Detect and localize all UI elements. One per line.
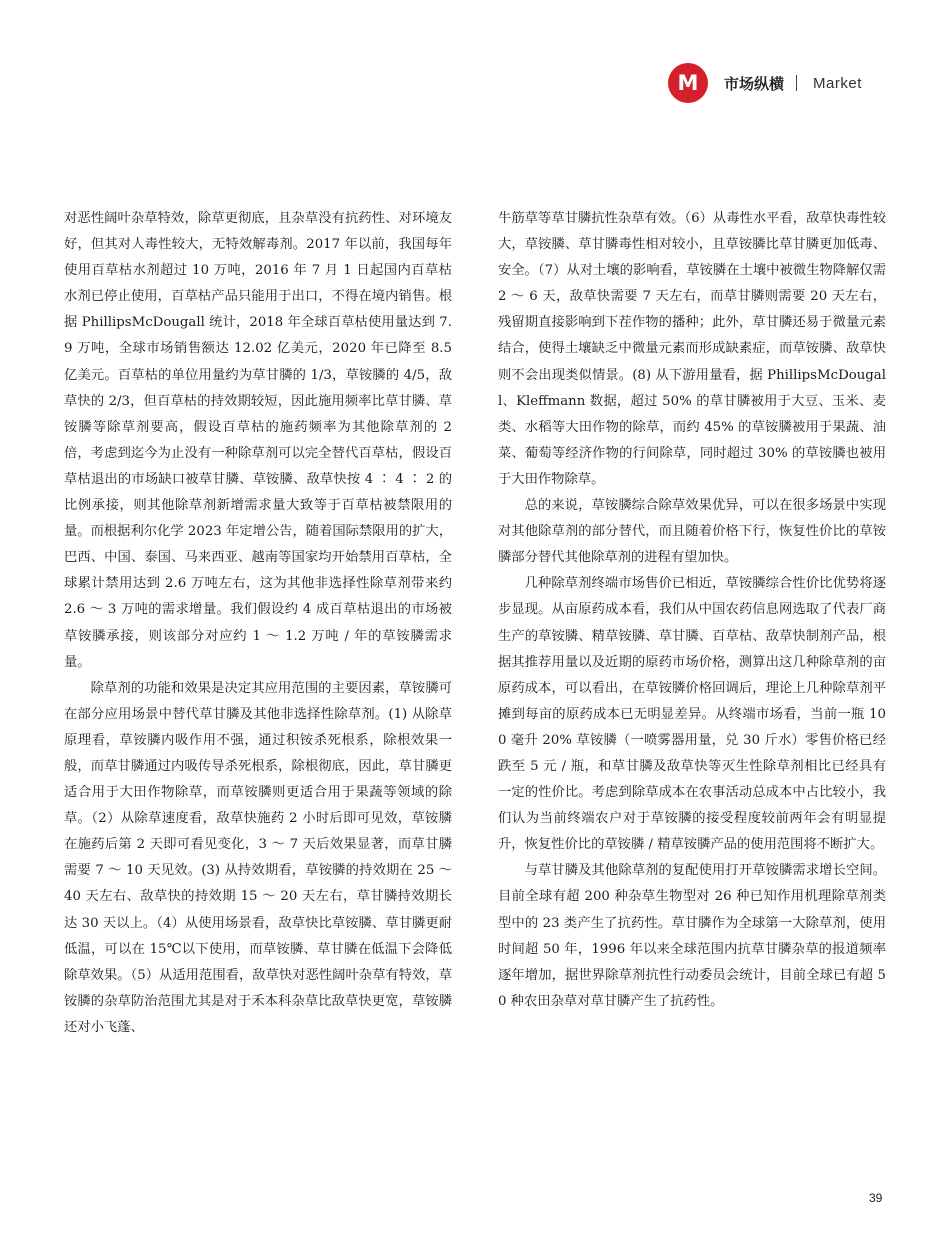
paragraph: 除草剂的功能和效果是决定其应用范围的主要因素，草铵膦可在部分应用场景中替代草甘膦及其他非选择性除草剂。(1) 从除草原理看，草铵膦内吸作用不强，通过积铵杀死根系，除根效果一般，而草甘膦通过内吸传导杀死根系，除根彻底，因此，草甘膦更适合用于大田作物除草，而草铵膦则更适合用于果蔬等领域的除草。（2）从除草速度看，敌草快施药 2 小时后即可见效，草铵膦在施药后第 2 天即可看见变化，3 ～ 7 天后效果显著，而草甘膦需要 7 ～ 10 天见效。(3) 从持效期看，草铵膦的持效期在 25 ～ 40 天左右、敌草快的持效期 15 ～ 20 天左右，草甘膦持效期长达 30 天以上。（4）从使用场景看，敌草快比草铵膦、草甘膦更耐低温，可以在 15℃以下使用，而草铵膦、草甘膦在低温下会降低除草效果。（5）从适用范围看，敌草快对恶性阔叶杂草有特效，草铵膦的杂草防治范围尤其是对于禾本科杂草比敌草快更宽，草铵膦还对小飞蓬、	[64, 680, 452, 1035]
section-header	[668, 63, 862, 103]
paragraph-continued: 牛筋草等草甘膦抗性杂草有效。（6）从毒性水平看，敌草快毒性较大，草铵膦、草甘膦毒性相对较小，且草铵膦比草甘膦更加低毒、安全。（7）从对土壤的影响看，草铵膦在土壤中被微生物降解仅需 2 ～ 6 天，敌草快需要 7 天左右，而草甘膦则需要 20 天左右，残留期直接影响到下茬作物的播种；此外，草甘膦还易于微量元素结合，使得土壤缺乏中微量元素而形成缺素症，而草铵膦、敌草快则不会出现类似情景。(8) 从下游用量看，据 PhillipsMcDougall、Kleffmann 数据，超过 50% 的草甘膦被用于大豆、玉米、麦类、水稻等大田作物的除草，而约 45% 的草铵膦被用于果蔬、油菜、葡萄等经济作物的行间除草，同时超过 30% 的草铵膦也被用于大田作物除草。	[498, 211, 886, 487]
right-column	[498, 206, 886, 1015]
paragraph: 总的来说，草铵膦综合除草效果优异，可以在很多场景中实现对其他除草剂的部分替代，而且随着价格下行，恢复性价比的草铵膦部分替代其他除草剂的进程有望加快。	[498, 498, 886, 566]
section-title-en: Market	[813, 74, 862, 92]
paragraph-continued: 对恶性阔叶杂草特效，除草更彻底，且杂草没有抗药性、对环境友好，但其对人毒性较大，无特效解毒剂。2017 年以前，我国每年使用百草枯水剂超过 10 万吨，2016 年 7 月 1 日起国内百草枯水剂已停止使用，百草枯产品只能用于出口，不得在境内销售。根据 PhillipsMcDougall 统计，2018 年全球百草枯使用量达到 7.9 万吨，全球市场销售额达 12.02 亿美元，2020 年已降至 8.5 亿美元。百草枯的单位用量约为草甘膦的 1/3，草铵膦的 4/5，敌草快的 2/3，但百草枯的持效期较短，因此施用频率比草甘膦、草铵膦等除草剂要高，假设百草枯的施药频率为其他除草剂的 2 倍，考虑到迄今为止没有一种除草剂可以完全替代百草枯，假设百草枯退出的市场缺口被草甘膦、草铵膦、敌草快按 4 ∶ 4 ∶ 2 的比例承接，则其他除草剂新增需求量大致等于百草枯被禁限用的量。而根据利尔化学 2023 年定增公告，随着国际禁限用的扩大，巴西、中国、泰国、马来西亚、越南等国家均开始禁用百草枯，全球累计禁用达到 2.6 万吨左右，这为其他非选择性除草剂带来约 2.6 ～ 3 万吨的需求增量。我们假设约 4 成百草枯退出的市场被草铵膦承接，则该部分对应约 1 ～ 1.2 万吨 / 年的草铵膦需求量。	[64, 211, 453, 670]
section-title-cn: 市场纵横	[724, 74, 785, 93]
page-number: 39	[869, 1191, 883, 1205]
left-column	[64, 206, 452, 1041]
paragraph: 与草甘膦及其他除草剂的复配使用打开草铵膦需求增长空间。目前全球有超 200 种杂草生物型对 26 种已知作用机理除草剂类型中的 23 类产生了抗药性。草甘膦作为全球第一大除草剂，使用时间超 50 年，1996 年以来全球范围内抗草甘膦杂草的报道频率逐年增加，据世界除草剂抗性行动委员会统计，目前全球已有超 50 种农田杂草对草甘膦产生了抗药性。	[498, 863, 886, 1009]
paragraph: 几种除草剂终端市场售价已相近，草铵膦综合性价比优势将逐步显现。从亩原药成本看，我们从中国农药信息网选取了代表厂商生产的草铵膦、精草铵膦、草甘膦、百草枯、敌草快制剂产品，根据其推荐用量以及近期的原药市场价格，测算出这几种除草剂的亩原药成本，可以看出，在草铵膦价格回调后，理论上几种除草剂平摊到每亩的原药成本已无明显差异。从终端市场看，当前一瓶 100 毫升 20% 草铵膦（一喷雾器用量，兑 30 斤水）零售价格已经跌至 5 元 / 瓶，和草甘膦及敌草快等灭生性除草剂相比已经具有一定的性价比。考虑到除草成本在农事活动总成本中占比较小，我们认为当前终端农户对于草铵膦的接受程度较前两年会有明显提升，恢复性价比的草铵膦 / 精草铵膦产品的使用范围将不断扩大。	[498, 576, 886, 853]
header-divider	[796, 75, 797, 91]
market-logo-icon: M	[668, 63, 708, 103]
